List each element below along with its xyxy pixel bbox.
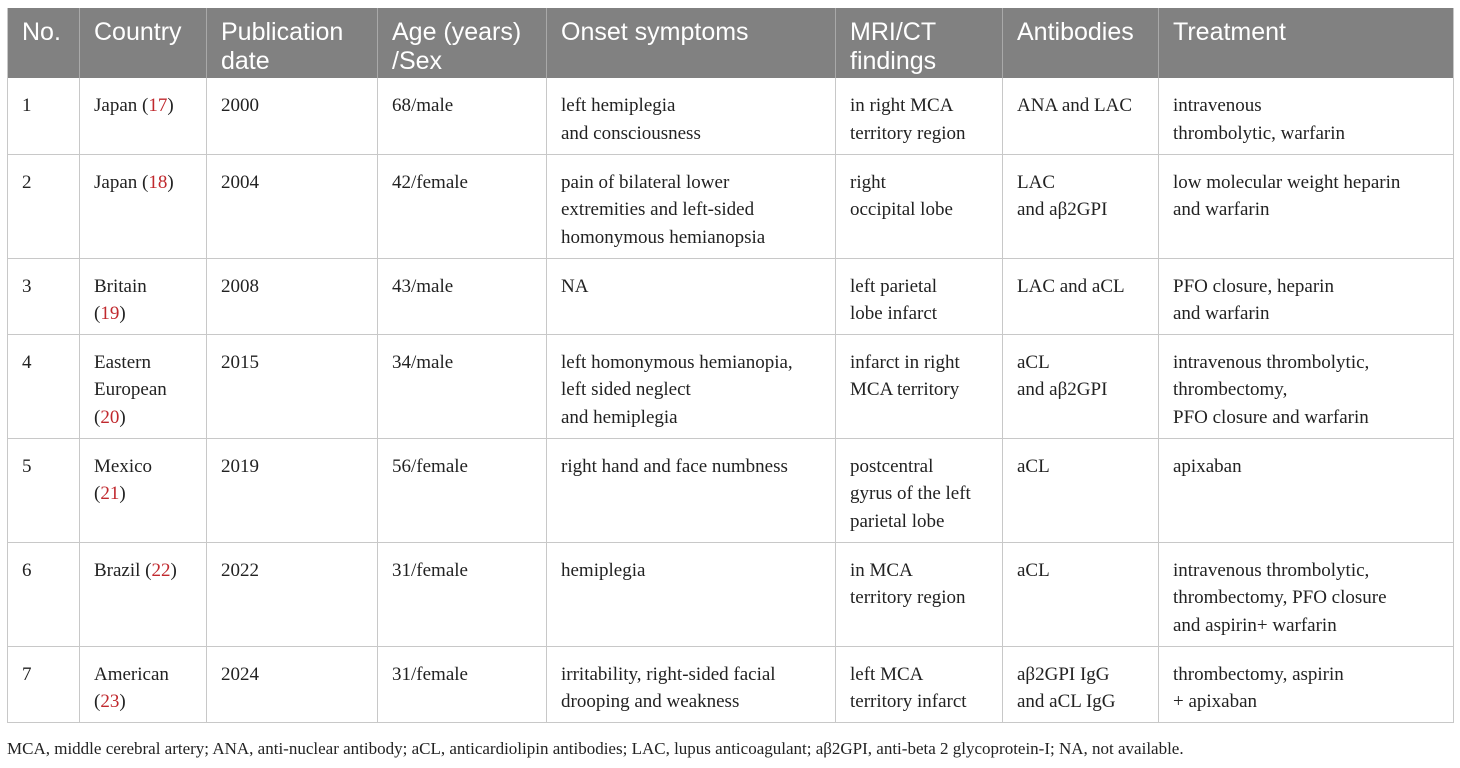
case-table	[7, 8, 1454, 723]
cell-country	[80, 646, 207, 722]
cell-publication-date: 2024	[207, 646, 378, 722]
reference-link[interactable]: 21	[100, 483, 120, 504]
header-no: No.	[8, 8, 80, 78]
cell-mri-ct: right occipital lobe	[836, 154, 1003, 258]
cell-age-sex: 68/male	[378, 78, 547, 154]
table-row	[8, 334, 1454, 438]
table-row	[8, 542, 1454, 646]
reference-link[interactable]: 18	[148, 171, 168, 193]
reference-paren: )	[119, 303, 126, 324]
country-name: Japan (	[94, 171, 149, 193]
table-row	[8, 646, 1454, 722]
cell-treatment: apixaban	[1159, 438, 1454, 542]
reference-paren: )	[119, 483, 126, 504]
cell-treatment: low molecular weight heparin and warfarin	[1159, 154, 1454, 258]
cell-mri-ct: left MCA territory infarct	[836, 646, 1003, 722]
cell-age-sex: 56/female	[378, 438, 547, 542]
reference-link[interactable]: 23	[100, 691, 120, 712]
cell-treatment: intravenous thrombolytic, thrombectomy, PFO closure and warfarin	[1159, 334, 1454, 438]
cell-onset-symptoms: right hand and face numbness	[547, 438, 836, 542]
cell-onset-symptoms: pain of bilateral lower extremities and left-sided homonymous hemianopsia	[547, 154, 836, 258]
cell-no: 4	[8, 334, 80, 438]
cell-treatment: intravenous thrombolytic, warfarin	[1159, 78, 1454, 154]
reference-link[interactable]: 22	[151, 559, 171, 581]
cell-country	[80, 542, 207, 646]
table-footnote: MCA, middle cerebral artery; ANA, anti-nuclear antibody; aCL, anticardiolipin antibodies; LAC, lupus anticoagulant; aβ2GPI, anti-beta 2 glycoprotein-I; NA, not available.	[7, 739, 1184, 758]
cell-age-sex: 31/female	[378, 646, 547, 722]
cell-no: 6	[8, 542, 80, 646]
reference-paren: )	[119, 406, 126, 428]
country-name: Mexico (	[94, 455, 153, 504]
cell-antibodies: LAC and aβ2GPI	[1003, 154, 1159, 258]
cell-onset-symptoms: hemiplegia	[547, 542, 836, 646]
reference-link[interactable]: 19	[100, 303, 120, 324]
cell-country	[80, 334, 207, 438]
table-row	[8, 438, 1454, 542]
cell-antibodies: aCL	[1003, 438, 1159, 542]
cell-antibodies: LAC and aCL	[1003, 258, 1159, 334]
cell-country	[80, 78, 207, 154]
cell-country	[80, 258, 207, 334]
header-antibodies: Antibodies	[1003, 8, 1159, 78]
cell-no: 3	[8, 258, 80, 334]
table-container	[7, 8, 1453, 723]
cell-publication-date: 2015	[207, 334, 378, 438]
header-age-sex: Age (years) /Sex	[378, 8, 547, 78]
cell-publication-date: 2019	[207, 438, 378, 542]
cell-treatment: PFO closure, heparin and warfarin	[1159, 258, 1454, 334]
cell-no: 5	[8, 438, 80, 542]
country-name: Eastern European (	[94, 351, 167, 428]
cell-age-sex: 42/female	[378, 154, 547, 258]
cell-no: 1	[8, 78, 80, 154]
header-country: Country	[80, 8, 207, 78]
reference-paren: )	[119, 691, 126, 712]
cell-antibodies: aβ2GPI IgG and aCL IgG	[1003, 646, 1159, 722]
cell-age-sex: 34/male	[378, 334, 547, 438]
header-publication-date: Publication date	[207, 8, 378, 78]
cell-antibodies: aCL	[1003, 542, 1159, 646]
reference-paren: )	[167, 95, 174, 116]
table-row	[8, 258, 1454, 334]
header-row	[8, 8, 1454, 78]
cell-age-sex: 43/male	[378, 258, 547, 334]
cell-mri-ct: in MCA territory region	[836, 542, 1003, 646]
header-treatment: Treatment	[1159, 8, 1454, 78]
cell-antibodies: aCL and aβ2GPI	[1003, 334, 1159, 438]
cell-treatment: intravenous thrombolytic, thrombectomy, PFO closure and aspirin+ warfarin	[1159, 542, 1454, 646]
cell-publication-date: 2008	[207, 258, 378, 334]
cell-onset-symptoms: NA	[547, 258, 836, 334]
country-name: Brazil (	[94, 559, 152, 581]
cell-age-sex: 31/female	[378, 542, 547, 646]
table-row	[8, 78, 1454, 154]
cell-onset-symptoms: irritability, right-sided facial drooping and weakness	[547, 646, 836, 722]
cell-mri-ct: left parietal lobe infarct	[836, 258, 1003, 334]
cell-mri-ct: postcentral gyrus of the left parietal lobe	[836, 438, 1003, 542]
header-onset-symptoms: Onset symptoms	[547, 8, 836, 78]
cell-country	[80, 438, 207, 542]
country-name: Britain (	[94, 275, 147, 324]
reference-link[interactable]: 17	[148, 95, 168, 116]
cell-onset-symptoms: left hemiplegia and consciousness	[547, 78, 836, 154]
reference-paren: )	[167, 171, 174, 193]
cell-mri-ct: infarct in right MCA territory	[836, 334, 1003, 438]
cell-publication-date: 2022	[207, 542, 378, 646]
cell-country	[80, 154, 207, 258]
cell-treatment: thrombectomy, aspirin + apixaban	[1159, 646, 1454, 722]
header-mri-ct: MRI/CT findings	[836, 8, 1003, 78]
reference-link[interactable]: 20	[100, 406, 120, 428]
cell-antibodies: ANA and LAC	[1003, 78, 1159, 154]
cell-onset-symptoms: left homonymous hemianopia, left sided neglect and hemiplegia	[547, 334, 836, 438]
cell-no: 7	[8, 646, 80, 722]
country-name: Japan (	[94, 95, 149, 116]
table-row	[8, 154, 1454, 258]
cell-mri-ct: in right MCA territory region	[836, 78, 1003, 154]
cell-publication-date: 2000	[207, 78, 378, 154]
cell-publication-date: 2004	[207, 154, 378, 258]
cell-no: 2	[8, 154, 80, 258]
country-name: American (	[94, 663, 169, 712]
reference-paren: )	[170, 559, 177, 581]
